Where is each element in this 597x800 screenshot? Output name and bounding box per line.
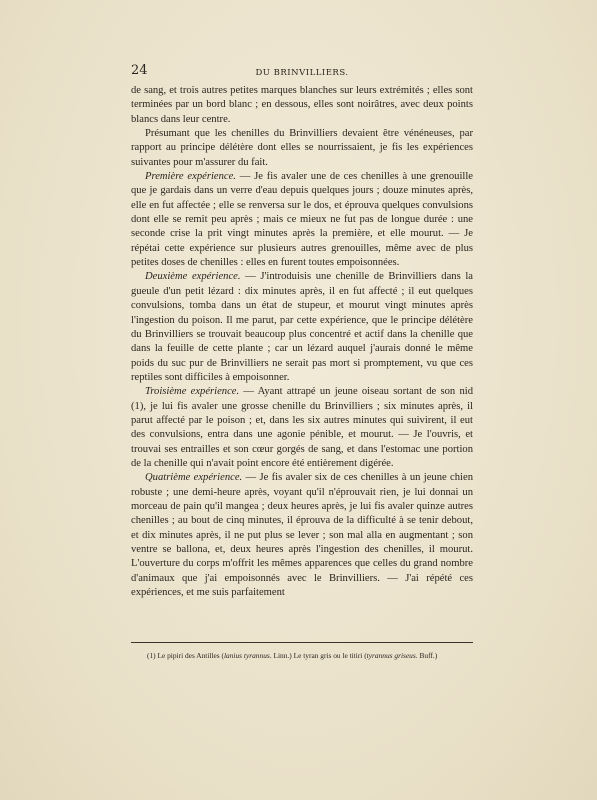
paragraph-text: — Ayant attrapé un jeune oiseau sortant de son nid (1), je lui fis avaler une grosse chenille du Brinvilliers ; six minutes après, il parut affecté par le poison ; et, dans les six autres minutes qui suivirent, il eut des convulsions, entra dans une agonie pénible, et mourut. — Je l'ouvris, et trouvai ses entrailles et son cœur gorgés de sang, et dans l'estomac une portion de la chenille qui n'avait point encore été entièrement digérée. (131, 386, 473, 469)
body-text (131, 84, 473, 600)
paragraph-text: de sang, et trois autres petites marques blanches sur leurs extrémités ; elles sont terminées par un bord blanc ; en dessous, elles sont noirâtres, avec deux points blancs dans leur centre. (131, 85, 473, 125)
paragraph-experiment-3 (131, 385, 473, 471)
footnote-text: Le pipiri des Antilles ( (155, 651, 224, 660)
footnote-marker: (1) (147, 651, 156, 660)
footnote-text: . Linn.) Le tyran gris ou le titiri ( (269, 651, 367, 660)
experiment-heading: Deuxième expérience. (145, 271, 241, 283)
page-number: 24 (131, 63, 148, 78)
paragraph-text: — Je fis avaler une de ces chenilles à une grenouille que je gardais dans un verre d'eau depuis quelques jours ; douze minutes après, elle en fut affectée ; elle se renversa sur le dos, et éprouva quelques convulsions dont elle se remit peu après ; mais ce mieux ne fut pas de longue durée : une seconde crise la prit vingt minutes après la première, et elle mourut. — Je répétai cette expérience sur plusieurs autres grenouilles, même avec de plus petites doses de chenilles : elles en furent toutes empoisonnées. (131, 171, 473, 269)
experiment-heading: Quatrième expérience. (145, 472, 243, 484)
experiment-heading: Troisième expérience. (145, 386, 240, 398)
footnote-divider (131, 642, 473, 643)
page-header (131, 63, 473, 80)
footnote-text: . Buff.) (415, 651, 438, 660)
running-title: DU BRINVILLIERS. (255, 68, 349, 78)
footnote-latin-name: tyrannus griseus (366, 651, 416, 660)
paragraph-continuation (131, 84, 473, 127)
footnote-latin-name: lanius tyrannus (223, 651, 270, 660)
paragraph-experiment-4 (131, 471, 473, 600)
paragraph-experiment-2 (131, 270, 473, 385)
paragraph-text: Présumant que les chenilles du Brinvilliers devaient être vénéneuses, par rapport au principe délétère dont elles se nourrissaient, je fis les expériences suivantes pour m'assurer du fait. (131, 128, 473, 168)
paragraph-intro (131, 127, 473, 170)
footnote (131, 651, 483, 661)
paragraph-experiment-1 (131, 170, 473, 270)
experiment-heading: Première expérience. (145, 171, 236, 183)
paragraph-text: — J'introduisis une chenille de Brinvilliers dans la gueule d'un petit lézard : dix minutes après, il en fut affecté ; il eut quelques convulsions, tomba dans un état de stupeur, et mourut vingt minutes après l'ingestion du poison. Il me parut, par cette expérience, que le principe délétère du Brinvilliers se trouvait beaucoup plus concentré et actif dans la chenille que dans la feuille de cette plante ; car un lézard auquel j'aurais donné le même poids du suc pur de Brinvilliers ne serait pas mort si promptement, vu que ces reptiles sont difficiles à empoisonner. (131, 271, 473, 383)
paragraph-text: — Je fis avaler six de ces chenilles à un jeune chien robuste ; une demi-heure après, voyant qu'il n'éprouvait rien, je lui donnai un morceau de pain qu'il mangea ; deux heures après, je lui fis avaler quinze autres chenilles ; au bout de cinq minutes, il éprouva de la difficulté à se tenir debout, et dix minutes après, il ne put plus se lever ; son mal alla en augmentant ; son ventre se ballona, et, deux heures après l'ingestion des chenilles, il mourut. L'ouverture du corps m'offrit les mêmes apparences que celles du grand nombre d'animaux que j'ai empoisonnés avec le Brinvilliers. — J'ai répété ces expériences, et me suis parfaitement (131, 472, 473, 599)
